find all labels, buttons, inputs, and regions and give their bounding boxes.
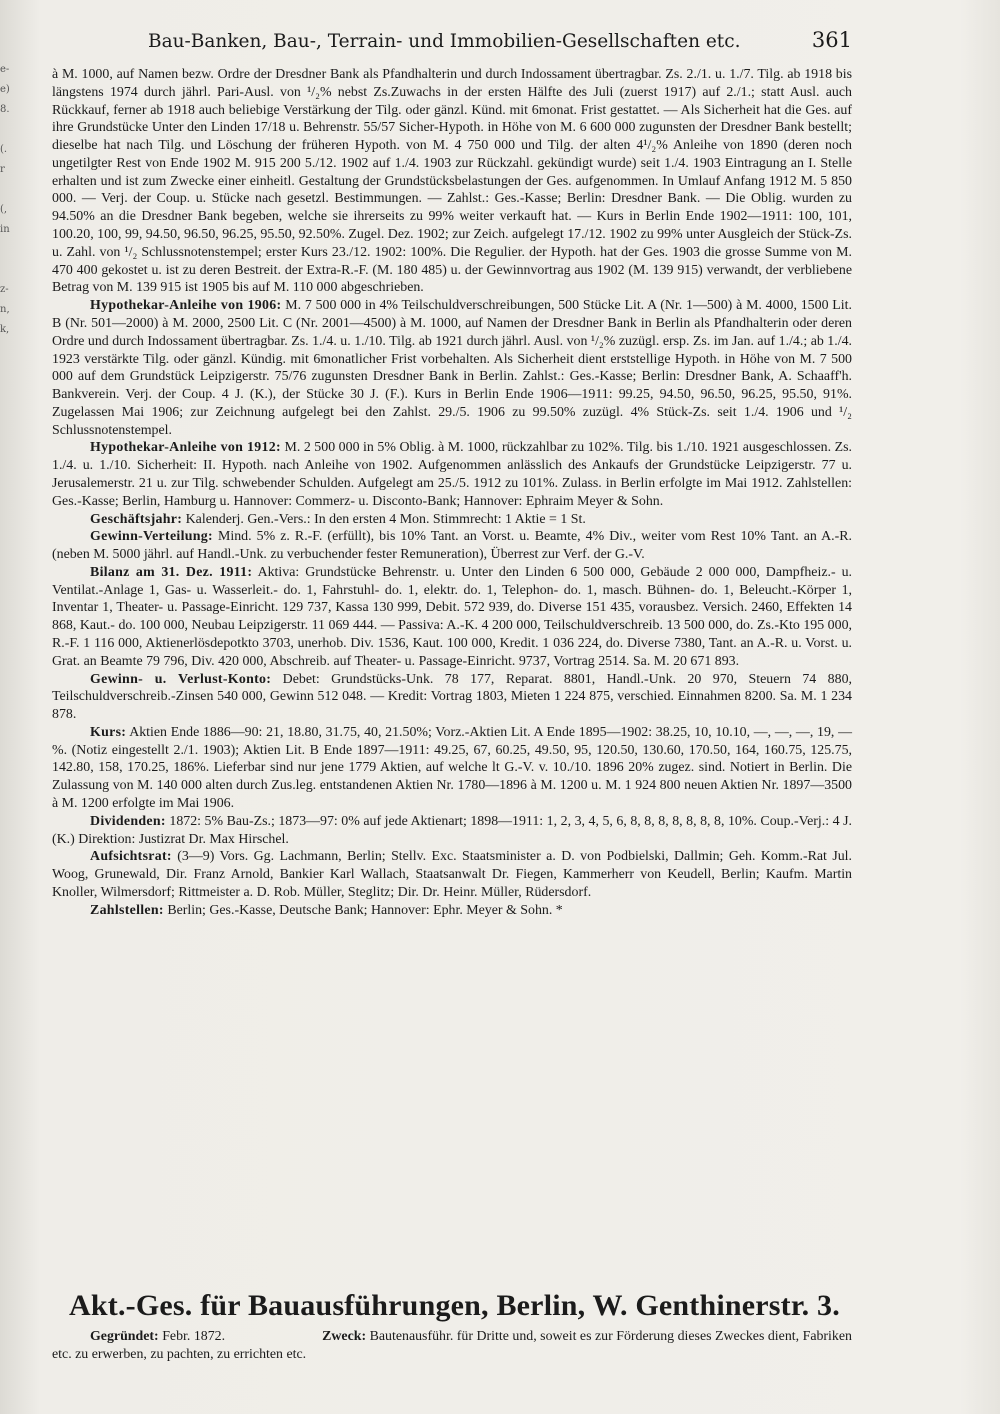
margin-fragment: e) (0, 84, 10, 95)
paragraph-heading: Zweck: (322, 1329, 367, 1344)
paragraph-text: M. 7 500 000 in 4% Teilschuldverschreibungen, 500 Stücke Lit. A (Nr. 1—500) à M. 4000, 1500 Lit. B (Nr. 501—2000) à M. 2000, 2500 Lit. C (Nr. 2001—4500) à M. 1000, auf Namen der Dresdner Bank in Berlin als Pfandhalterin oder deren Ordre und durch Indossament übertragbar. Zs. 1./4. u. 1./10. Tilg. ab 1921 durch jährl. Ausl. von ¹/₂% zuzügl. ersp. Zs. im Jan. auf 1./4.; ab 1./4. 1923 verstärkte Tilg. oder gänzl. Kündig. mit 6monatlicher Frist vorbehalten. Als Sicherheit dient erststellige Hypoth. in Höhe von M. 7 500 000 auf dem Grundstück Leipzigerstr. 75/76 zugunsten Dresdner Bank in Berlin. Zahlst.: Ges.-Kasse; Berlin: Dresdner Bank, A. Schaaff'h. Bankverein. Verj. der Coup. 4 J. (K.), der Stücke 30 J. (F.). Kurs in Berlin Ende 1906—1911: 99.25, 94.50, 96.50, 96.25, 95.50, 91%. Zugelassen Mai 1906; zur Zeichnung aufgelegt bei den Zahlst. 29./5. 1906 zu 99.50% zuzügl. 4% Stück-Zs. seit 1./4. 1906 und ¹/₂ Schlussnotenstempel. (52, 298, 852, 438)
paragraph-heading: Gewinn-Verteilung: (90, 529, 213, 545)
paragraph-text: Febr. 1872. (162, 1329, 226, 1344)
paragraph-heading: Hypothekar-Anleihe von 1912: (90, 440, 281, 456)
paragraph-continuation (52, 66, 852, 297)
margin-fragment: z- (0, 284, 9, 295)
paragraph-text: Bautenausführ. für Dritte und, soweit es zur Förderung dieses Zweckes dient, Fabriken etc. zu erwerben, zu pachten, zu errichten etc. (52, 1329, 852, 1362)
paragraph-heading: Zahlstellen: (90, 902, 164, 918)
paragraph-heading: Gewinn- u. Verlust-Konto: (90, 671, 272, 687)
company-intro (52, 1328, 852, 1364)
margin-fragment: r (0, 164, 5, 175)
paragraph-text: (3—9) Vors. Gg. Lachmann, Berlin; Stellv. Exc. Staatsminister a. D. von Podbielski, Dallmin; Geh. Komm.-Rat Jul. Woog, Grunewald, Dir. Franz Arnold, Bankier Karl Wallach, Staatsanwalt Dr. Fiegen, Kammerherr von Keudell, Berlin; Kaufm. Martin Knoller, Wilmersdorf; Rittmeister a. D. Rob. Müller, Steglitz; Dir. Dr. Heinr. Müller, Rüdersdorf. (52, 849, 852, 900)
page-number: 361 (811, 28, 852, 52)
paragraph-dividenden (52, 813, 852, 849)
paragraph-kurs (52, 724, 852, 813)
paragraph-heading: Geschäftsjahr: (90, 511, 183, 527)
paragraph-heading: Gegründet: (90, 1329, 159, 1344)
running-title: Bau-Banken, Bau-, Terrain- und Immobilien-Gesellschaften etc. (148, 31, 741, 52)
paragraph-heading: Bilanz am 31. Dez. 1911: (90, 564, 253, 580)
paragraph-bilanz (52, 564, 852, 671)
paragraph-heading: Aufsichtsrat: (90, 849, 172, 865)
paragraph-text: M. 2 500 000 in 5% Oblig. à M. 1000, rückzahlbar zu 102%. Tilg. bis 1./10. 1921 ausgeschlossen. Zs. 1./4. u. 1./10. Sicherheit: II. Hypoth. nach Anleihe von 1902. Aufgenommen anlässlich des Ankaufs der Grundstücke Leipzigerstr. 77 u. Jerusalemerstr. 21 u. zur Tilg. schwebender Schulden. Aufgelegt am 25./5. 1912 zu 101%. Zulass. in Berlin erfolgte im Mai 1912. Zahlstellen: Ges.-Kasse; Berlin, Hamburg u. Hannover: Commerz- u. Disconto-Bank; Hannover: Ephraim Meyer & Sohn. (52, 440, 852, 509)
paragraph-text: Aktien Ende 1886—90: 21, 18.80, 31.75, 40, 21.50%; Vorz.-Aktien Lit. A Ende 1895—1902: 38.25, 10, 10.10, —, —, —, 19, —%. (Notiz eingestellt 2./1. 1903); Aktien Lit. B Ende 1897—1911: 49.25, 67, 60.25, 49.50, 95, 120.50, 130.60, 170.50, 164, 160.75, 125.75, 142.80, 158, 170.25, 186%. Lieferbar sind nur jene 1779 Aktien, auf welche lt G.-V. v. 10./10. 1896 20% zugez. sind. Notiert in Berlin. Die Zulassung von M. 140 000 alten durch Zus.leg. entstandenen Aktien Nr. 1780—1896 à M. 1200 u. M. 1 924 800 neuen Aktien Nr. 1897—3500 à M. 1200 erfolgte im Mai 1906. (52, 724, 852, 812)
main-text (52, 66, 852, 920)
paragraph-text: Berlin; Ges.-Kasse, Deutsche Bank; Hannover: Ephr. Meyer & Sohn. * (167, 902, 563, 918)
paragraph-aufsichtsrat (52, 848, 852, 901)
paragraph-zahlstellen (52, 902, 852, 920)
paragraph-text: à M. 1000, auf Namen bezw. Ordre der Dresdner Bank als Pfandhalterin und durch Indossament übertragbar. Zs. 2./1. u. 1./7. Tilg. ab 1918 bis längstens 1974 durch jährl. Pari-Ausl. von ¹/₂% nebst Zs.Zuwachs in der ersten Hälfte des Juli (zuerst 1917) auf 2./1.; statt Ausl. auch Rückkauf, ferner ab 1918 auch beliebige Verstärkung der Tilg. oder gänzl. Künd. mit 6monat. Frist gestattet. — Als Sicherheit hat die Ges. auf ihre Grundstücke Unter den Linden 17/18 u. Behrenstr. 55/57 Sicher-Hypoth. in Höhe von M. 6 600 000 zugunsten der Dresdner Bank bestellt; dieselbe hat nach Tilg. und Löschung der früheren Hypoth. von M. 4 750 000 und Tilg. der alten 4¹/₂% Anleihe von 1890 (deren noch ungetilgter Rest von Ende 1902 M. 915 200 5./12. 1902 auf 1./4. 1903 zur Rückzahl. gekündigt wurde) seit 1./4. 1903 Eintragung an I. Stelle erhalten und ist zum Zwecke einer einheitl. Gestaltung der Grundstücksbelastungen der Ges. aufgenommen. In Umlauf Anfang 1912 M. 5 850 000. — Verj. der Coup. u. Stücke nach gesetzl. Bestimmungen. — Zahlst.: Ges.-Kasse; Berlin: Dresdner Bank. — Die Oblig. wurden zu 94.50% an die Dresdner Bank begeben, welche sie ihrerseits zu 99% weiter verkauft hat. — Kurs in Berlin Ende 1902—1911: 100, 101, 100.20, 100, 99, 94.50, 96.50, 96.25, 95.50, 92.50%. Zugel. Dez. 1902; zur Zeich. aufgelegt 17./12. 1902 zu 99% unter Ausgleich der Stück-Zs. u. Zahl. von ¹/₂ Schlussnotenstempel; erster Kurs 23./12. 1902: 100%. Die Regulier. der Hypoth. hat der Ges. 1903 die grosse Summe von M. 470 400 gekostet u. ist zu deren Bestreit. der Extra-R.-F. (M. 180 485) u. der Gewinnvortrag aus 1902 (M. 139 915) verwandt, der verbliebene Betrag von M. 139 915 ist 1905 bis auf M. 110 000 abgeschrieben. (52, 67, 852, 296)
margin-fragment: (, (0, 204, 8, 215)
paragraph-text: Mind. 5% z. R.-F. (erfüllt), bis 10% Tant. an Vorst. u. Beamte, 4% Div., weiter vom Rest 10% Tant. an A.-R. (neben M. 5000 jährl. auf Handl.-Unk. zu verbuchender fester Remuneration), Überrest zur Verf. der G.-V. (52, 529, 852, 563)
margin-fragment: n, (0, 304, 10, 315)
margin-fragment: k, (0, 324, 10, 335)
company-heading: Akt.-Ges. für Bauausführungen, Berlin, W. Genthinerstr. 3. (69, 1289, 840, 1322)
paragraph-gewinn-verteilung (52, 528, 852, 564)
paragraph-anleihe-1912 (52, 439, 852, 510)
adjacent-page-margin (0, 60, 14, 1360)
paragraph-text: Kalenderj. Gen.-Vers.: In den ersten 4 Mon. Stimmrecht: 1 Aktie = 1 St. (185, 511, 586, 527)
paragraph-heading: Kurs: (90, 724, 127, 740)
running-header (148, 28, 852, 58)
paragraph-heading: Dividenden: (90, 813, 166, 829)
paragraph-text: 1872: 5% Bau-Zs.; 1873—97: 0% auf jede Aktienart; 1898—1911: 1, 2, 3, 4, 5, 6, 8, 8, 8, 8, 8, 8, 8, 10%. Coup.-Verj.: 4 J. (K.) Direktion: Justizrat Dr. Max Hirschel. (52, 813, 852, 847)
paragraph-text: Aktiva: Grundstücke Behrenstr. u. Unter den Linden 6 500 000, Gebäude 2 000 000, Dampfheiz.- u. Ventilat.-Anlage 1, Gas- u. Wasserleit.- do. 1, Fahrstuhl- do. 1, elektr. do. 1, Telephon- do. 1, masch. Bühnen- do. 1, Beleucht.-Körper 1, Inventar 1, Theater- u. Passage-Einricht. 129 737, Kassa 130 999, Debit. 572 939, do. Diverse 151 435, vorausbez. Versich. 2460, Effekten 14 868, Kaut.- do. 100 000, Neubau Leipzigerstr. 11 069 444. — Passiva: A.-K. 4 200 000, Teilschuldverschreib. 13 500 000, do. Zs.-Kto 195 000, R.-F. 1 116 000, Aktienerlösdepotkto 3703, unerhob. Div. 1536, Kaut. 100 000, Kredit. 1 036 224, do. Diverse 7380, Tant. an A.-R. u. Vorst. u. Grat. an Beamte 79 796, Div. 420 000, Abschreib. auf Theater- u. Passage-Einricht. 9737, Vortrag 2514. Sa. M. 20 671 893. (52, 564, 853, 669)
margin-fragment: e- (0, 64, 10, 75)
paragraph-heading: Hypothekar-Anleihe von 1906: (90, 298, 282, 314)
paragraph-gewinn-verlust (52, 671, 852, 724)
paragraph-anleihe-1906 (52, 297, 852, 439)
paragraph-text: Debet: Grundstücks-Unk. 78 177, Reparat. 8801, Handl.-Unk. 20 970, Steuern 74 880, Teilschuldverschreib.-Zinsen 540 000, Gewinn 512 048. — Kredit: Vortrag 1803, Mieten 1 224 875, verschied. Einnahmen 8200. Sa. M. 1 234 878. (52, 671, 852, 723)
margin-fragment: (. (0, 144, 8, 155)
margin-fragment: in (0, 224, 10, 235)
paragraph-gegruendet (52, 1328, 852, 1364)
paragraph-geschaeftsjahr (52, 511, 852, 529)
margin-fragment: 8. (0, 104, 10, 115)
